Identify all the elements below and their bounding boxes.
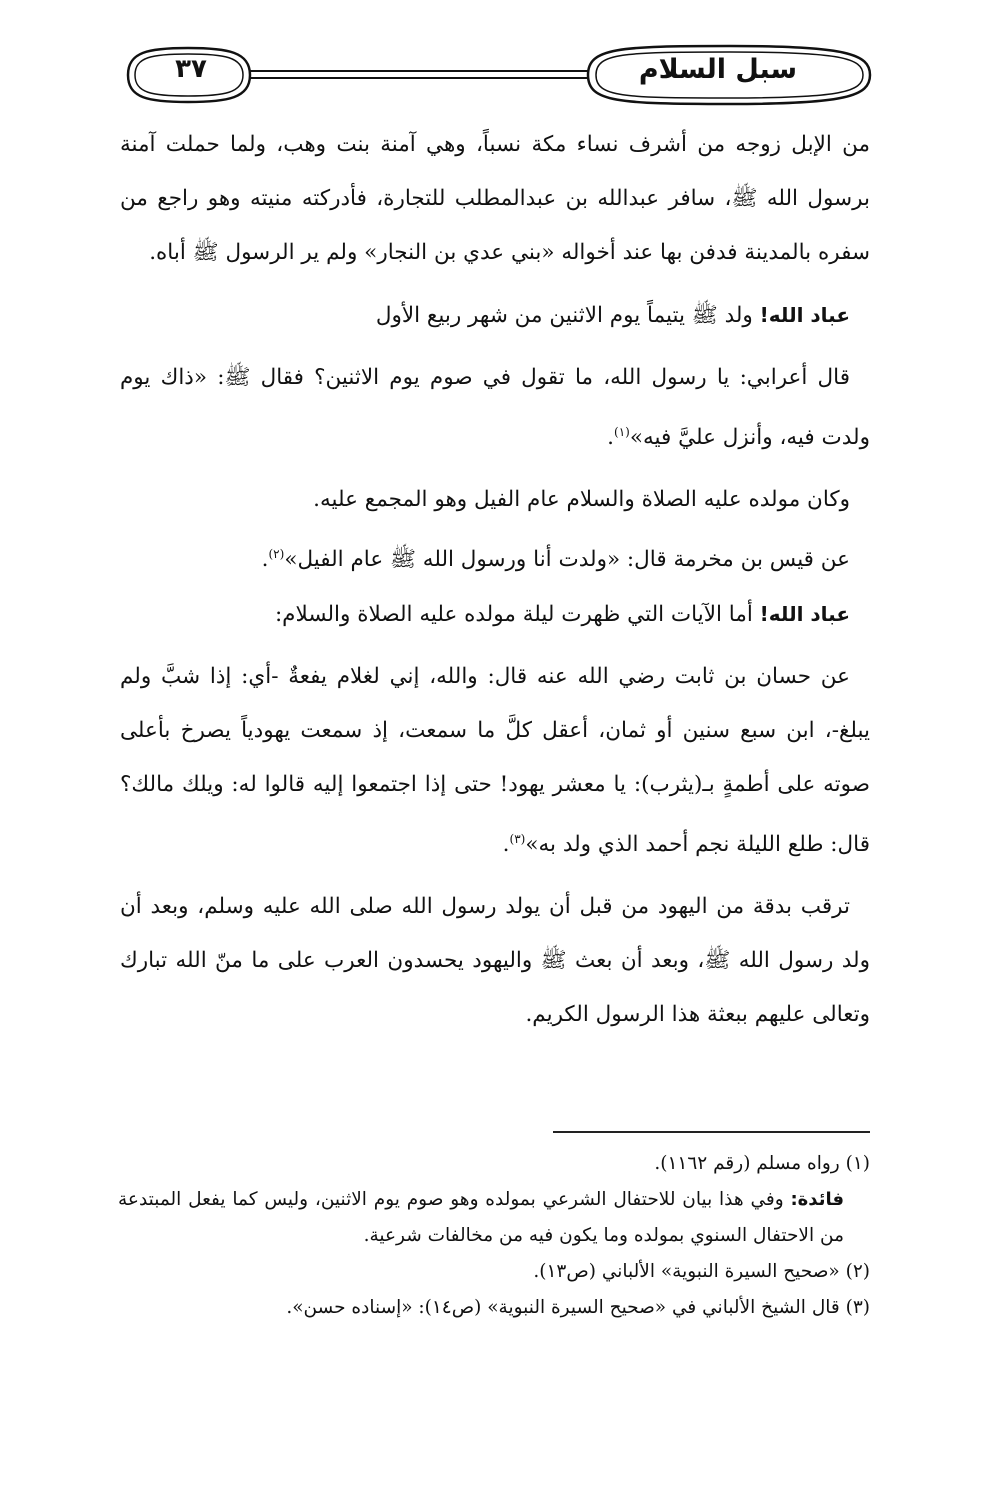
footnote-text: (١) رواه مسلم (رقم ١١٦٢). [654,1153,870,1174]
footnote-text: (٣) قال الشيخ الألباني في «صحيح السيرة النبوية» (ص١٤): «إسناده حسن». [286,1297,870,1318]
paragraph [120,351,870,465]
paragraph-text: عن قيس بن مخرمة قال: «ولدت أنا ورسول الله ﷺ عام الفيل» [284,547,850,573]
paragraph [120,650,870,872]
paragraph-text: عن حسان بن ثابت رضي الله عنه قال: والله، إني لغلام يفعةٌ -أي: إذا شبَّ ولم يبلغ-، ابن سبع سنين أو ثمان، أعقل كلَّ ما سمعت، إذ سمعت يهودياً يصرخ بأعلى صوته على أطمةٍ بـ(يثرب): يا معشر يهود! حتى إذا اجتمعوا إليه قالوا له: ويلك مالك؟ قال: طلع الليلة نجم أحمد الذي ولد به» [120,664,870,858]
footnote-ref: (١) [614,425,630,439]
paragraph-text: وكان مولده عليه الصلاة والسلام عام الفيل وهو المجمع عليه. [313,487,850,513]
page-number: ٣٧ [175,54,207,84]
running-title: سبل السلام [638,54,798,85]
footnote-text: (٢) «صحيح السيرة النبوية» الألباني (ص١٣). [533,1261,870,1282]
paragraph [120,880,870,1042]
footnote-text: وفي هذا بيان للاحتفال الشرعي بمولده وهو صوم يوم الاثنين، وليس كما يفعل المبتدعة من الاحتفال السنوي بمولده وما يكون فيه من مخالفات شرعية. [118,1189,844,1246]
footnote-lead: فائدة: [790,1189,844,1210]
paragraph [120,118,870,280]
footnote-benefit [118,1182,870,1254]
paragraph-text: قال أعرابي: يا رسول الله، ما تقول في صوم يوم الاثنين؟ فقال ﷺ: «ذاك يوم ولدت فيه، وأنزل عليَّ فيه» [120,365,870,451]
footnote-ref: (٣) [509,832,526,847]
paragraph-lead: عباد الله! [759,303,850,327]
footnote [118,1254,870,1290]
paragraph-tail: . [607,425,614,451]
paragraph [120,288,870,343]
footnotes [118,1146,870,1326]
paragraph-tail: . [502,832,510,858]
footnote-ref: (٢) [268,547,285,562]
footnote [118,1146,870,1182]
page-header [118,40,873,110]
paragraph-text: أما الآيات التي ظهرت ليلة مولده عليه الصلاة والسلام: [274,602,760,628]
paragraph [120,587,870,642]
paragraph-tail: . [261,547,269,573]
paragraph-text: ولد ﷺ يتيماً يوم الاثنين من شهر ربيع الأول [375,303,760,328]
paragraph [120,473,870,527]
paragraph-text: من الإبل زوجه من أشرف نساء مكة نسباً، وهي آمنة بنت وهب، ولما حملت آمنة برسول الله ﷺ، سافر عبدالله بن عبدالمطلب للتجارة، فأدركته منيته وهو راجع من سفره بالمدينة فدفن بها عند أخواله «بني عدي بن النجار» ولم ير الرسول ﷺ أباه. [120,132,870,265]
footnote-separator [553,1131,870,1133]
paragraph-text: ترقب بدقة من اليهود من قبل أن يولد رسول الله صلى الله عليه وسلم، وبعد أن ولد رسول الله ﷺ، وبعد أن بعث ﷺ واليهود يحسدون العرب على ما منّ الله تبارك وتعالى عليهم ببعثة هذا الرسول الكريم. [120,894,870,1028]
footnote [118,1290,870,1326]
paragraph-lead: عباد الله! [759,602,850,627]
body-text [120,118,870,1042]
paragraph [120,527,870,587]
